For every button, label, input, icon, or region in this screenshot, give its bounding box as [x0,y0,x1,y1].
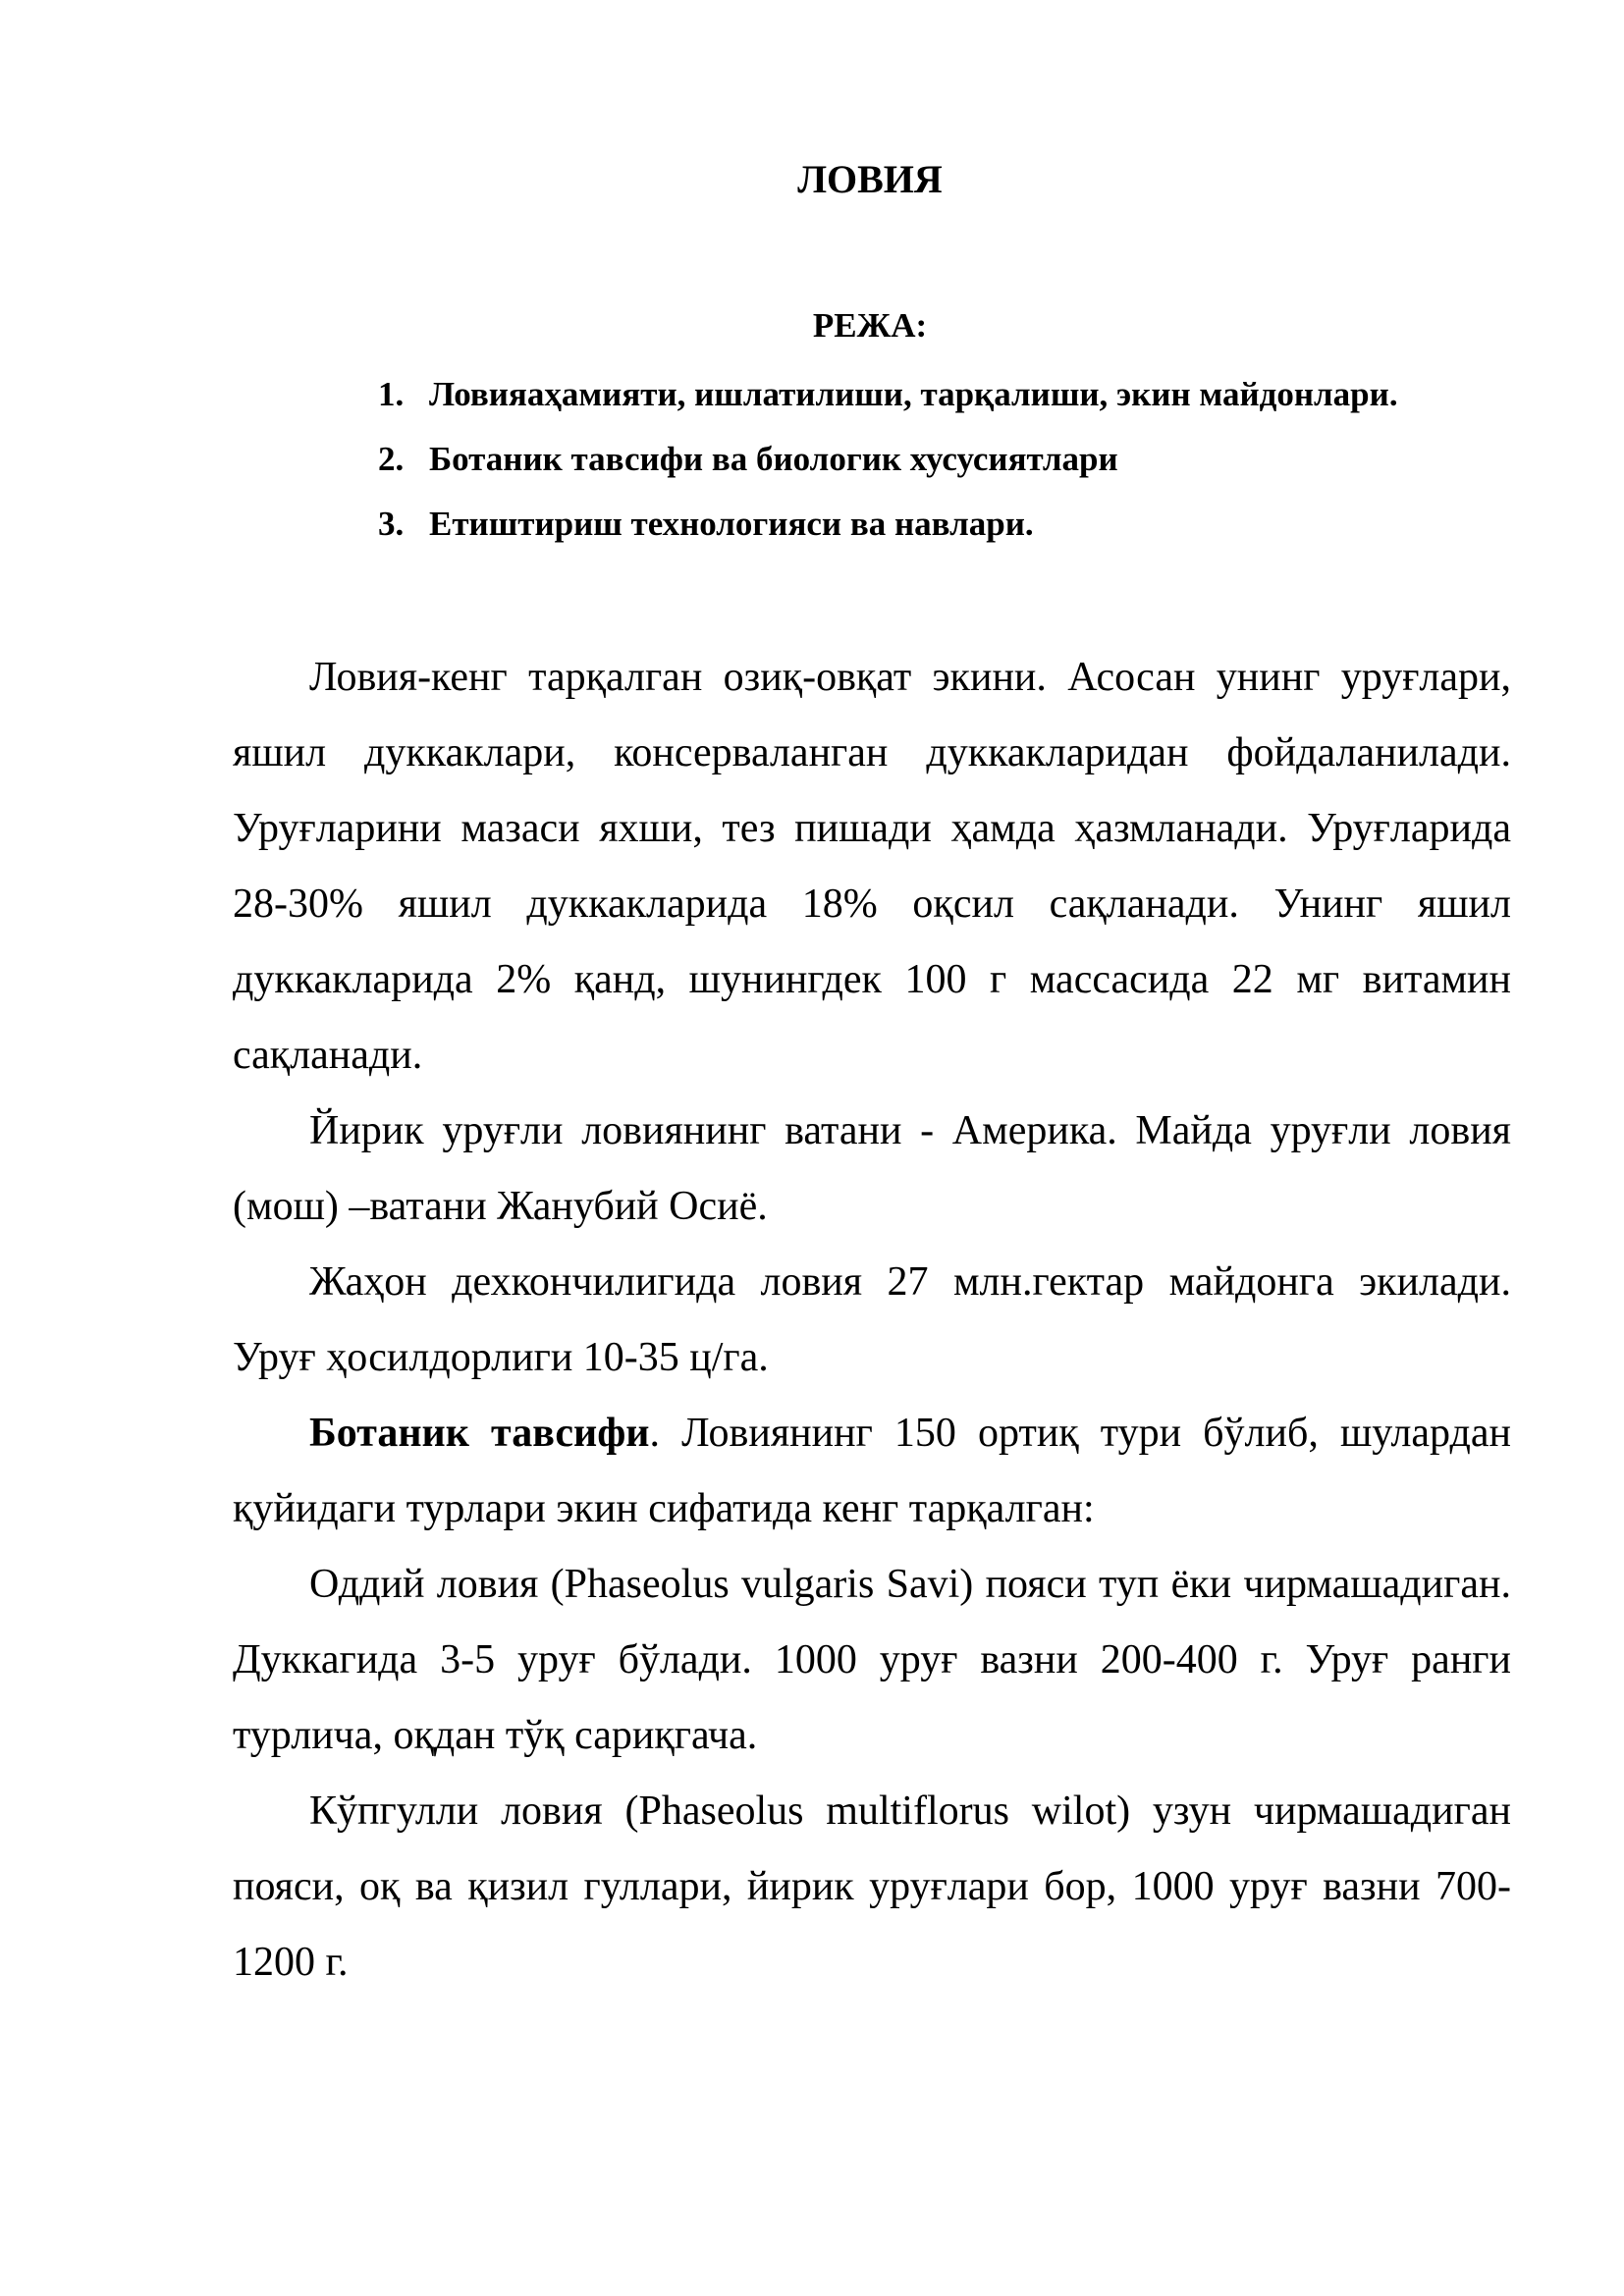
paragraph-intro: Ловия-кенг тарқалган озиқ-овқат экини. Асосан унинг уруғлари, яшил дуккаклари, консерваланган дуккакларидан фойдаланилади. Уруғларини мазаси яхши, тез пишади ҳамда ҳазмланади. Уруғларида 28-30% яшил дуккакларида 18% оқсил сақланади. Унинг яшил дуккакларида 2% қанд, шунингдек 100 г массасида 22 мг витамин сақланади. [233,655,1511,1078]
paragraph-common-bean: Оддий ловия (Phaseolus vulgaris Savi) пояси туп ёки чирмашадиган. Дуккагида 3-5 уруғ бўлади. 1000 уруғ вазни 200-400 г. Уруғ ранги турлича, оқдан тўқ сариқгача. [233,1562,1511,1758]
plan-item-text: Етиштириш технологияси ва навлари. [429,505,1034,543]
paragraph-origin: Йирик уруғли ловиянинг ватани - Америка. Майда уруғли ловия (мош) –ватани Жанубий Осиё. [233,1108,1511,1229]
plan-item [378,373,1398,438]
botanical-heading: Ботаник тавсифи [309,1411,650,1456]
plan-item [378,503,1398,567]
paragraph-runner-bean: Кўпгулли ловия (Phaseolus multiflorus wilot) узун чирмашадиган пояси, оқ ва қизил гуллари, йирик уруғлари бор, 1000 уруғ вазни 700-1200 г. [233,1789,1511,1985]
plan-item-number: 1. [378,375,405,413]
botanical-text: . Ловиянинг 150 ортиқ тури бўлиб, шулардан қуйидаги турлари экин сифатида кенг тарқалган: [233,1411,1511,1531]
plan-item-text: Ботаник тавсифи ва биологик хусусиятлари [429,440,1118,478]
document-title: ЛОВИЯ [797,157,943,201]
paragraph-botanical [233,1396,1511,1547]
paragraph-world-area: Жаҳон дехкончилигида ловия 27 млн.гектар майдонга экилади. Уруғ ҳосилдорлиги 10-35 ц/га. [233,1259,1511,1380]
plan-item [378,438,1398,503]
plan-list [378,373,1398,567]
plan-item-text: Ловияаҳамияти, ишлатилиши, тарқалиши, экин майдонлари. [429,375,1398,413]
plan-heading: РЕЖА: [812,306,928,345]
body-text [233,640,1511,2001]
plan-item-number: 2. [378,440,405,478]
plan-item-number: 3. [378,505,405,543]
